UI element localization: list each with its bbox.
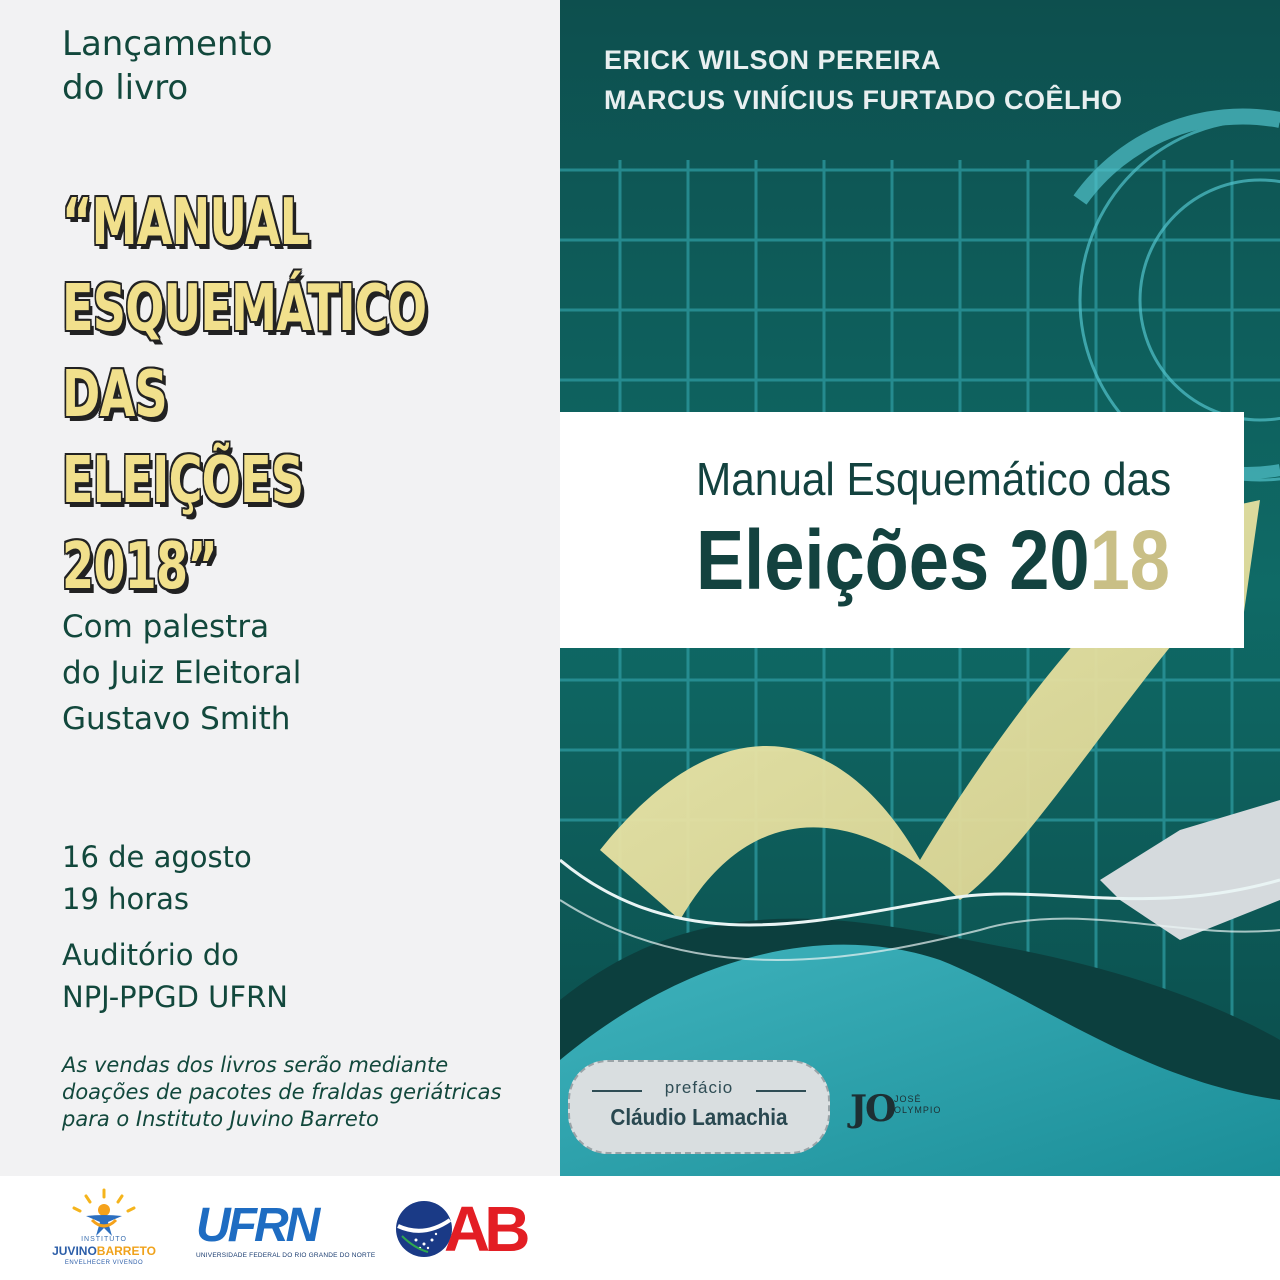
book-title-line: “MANUAL [62,186,309,260]
speaker-line: do Juiz Eleitoral [62,655,302,691]
speaker-info [62,604,301,742]
ufrn-wordmark: UFRN [196,1199,318,1252]
publisher-mark: JO [850,1088,895,1130]
book-cover-image [560,0,1280,1176]
intro-heading [62,22,273,110]
preface-author: Cláudio Lamachia [610,1104,788,1130]
venue-line: Auditório do [62,938,239,972]
oab-wordmark: AB [444,1193,525,1265]
event-info-panel [0,0,560,1176]
book-title-line: 2018” [62,530,217,604]
book-title-line: ESQUEMÁTICO [62,272,427,346]
cover-title-line2 [696,512,1170,609]
preface-label: prefácio [664,1078,734,1097]
donation-note [62,1052,501,1133]
preface-badge [568,1060,830,1154]
ijb-name [50,1244,158,1258]
event-datetime [62,836,252,920]
publisher-sub-line: OLYMPIO [894,1105,942,1115]
cover-title-line1: Manual Esquemático das [696,453,1172,505]
cover-title-main: Eleições 20 [696,513,1090,607]
event-venue [62,934,288,1018]
publisher-sub-line: JOSÉ [894,1094,922,1104]
author-name: ERICK WILSON PEREIRA [604,45,942,75]
ijb-name-part1: JUVINO [52,1244,97,1258]
event-date: 16 de agosto [62,840,252,874]
cover-title-highlight: 18 [1089,513,1170,607]
event-time: 19 horas [62,882,190,916]
ijb-tagline: ENVELHECER VIVENDO [64,1260,144,1266]
note-line: para o Instituto Juvino Barreto [62,1107,379,1131]
book-title-heading [62,180,542,610]
venue-line: NPJ-PPGD UFRN [62,980,288,1014]
sun-person-icon [56,1188,152,1238]
book-authors [604,40,1123,120]
note-line: As vendas dos livros serão mediante [62,1053,449,1077]
speaker-line: Com palestra [62,609,270,645]
ufrn-logo [196,1199,376,1260]
book-title-line: DAS ELEIÇÕES [62,358,304,518]
note-line: doações de pacotes de fraldas geriátricas [62,1080,502,1104]
intro-line: do livro [62,68,189,108]
cover-title-box [560,412,1244,648]
oab-logo [394,1193,530,1265]
publisher-logo [850,1088,940,1138]
ijb-name-part2: BARRETO [96,1244,156,1258]
ijb-top-text: INSTITUTO [81,1236,127,1243]
author-name: MARCUS VINÍCIUS FURTADO COÊLHO [604,85,1123,115]
sponsor-logos [0,1176,1280,1280]
ufrn-subtitle: UNIVERSIDADE FEDERAL DO RIO GRANDE DO NORTE [196,1252,376,1259]
intro-line: Lançamento [62,24,273,64]
instituto-juvino-barreto-logo [52,1188,156,1274]
publisher-subtext [894,1094,941,1116]
speaker-line: Gustavo Smith [62,701,291,737]
